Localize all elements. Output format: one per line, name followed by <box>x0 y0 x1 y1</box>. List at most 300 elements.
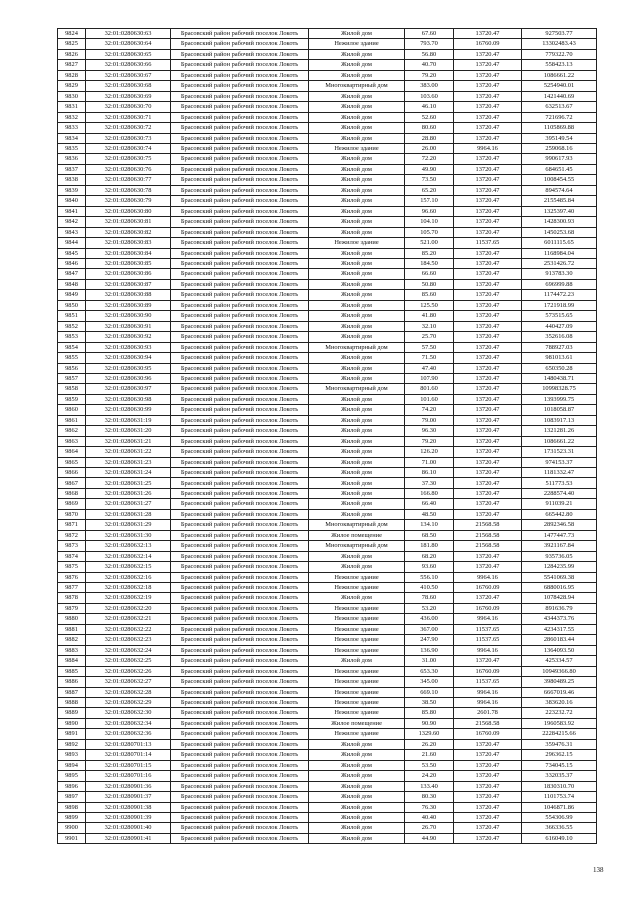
row-number-cell: 9838 <box>58 175 86 185</box>
object-type-cell: Нежилое здание <box>309 624 405 634</box>
area-cell: 669.10 <box>405 687 454 697</box>
cadastral-number-cell: 32:01:0280630:78 <box>86 185 171 195</box>
address-cell: Брасовский район рабочий поселок Локоть <box>171 468 309 478</box>
address-cell: Брасовский район рабочий поселок Локоть <box>171 499 309 509</box>
object-type-cell: Нежилое здание <box>309 39 405 49</box>
area-cell: 40.40 <box>405 812 454 822</box>
cadastral-number-cell: 32:01:0280630:75 <box>86 154 171 164</box>
object-type-cell: Многоквартирный дом <box>309 342 405 352</box>
area-cell: 184.50 <box>405 258 454 268</box>
area-cell: 345.00 <box>405 677 454 687</box>
address-cell: Брасовский район рабочий поселок Локоть <box>171 729 309 739</box>
cadastral-number-cell: 32:01:0280901:36 <box>86 781 171 791</box>
address-cell: Брасовский район рабочий поселок Локоть <box>171 217 309 227</box>
row-number-cell: 9844 <box>58 238 86 248</box>
unit-price-cell: 21568.58 <box>454 541 522 551</box>
cadastral-number-cell: 32:01:0280632:25 <box>86 656 171 666</box>
table-row <box>58 238 597 248</box>
object-type-cell: Жилой дом <box>309 175 405 185</box>
cadastral-number-cell: 32:01:0280632:21 <box>86 614 171 624</box>
unit-price-cell: 13720.47 <box>454 792 522 802</box>
area-cell: 85.60 <box>405 290 454 300</box>
cadastral-value-cell: 1477447.73 <box>522 530 597 540</box>
cadastral-value-cell: 734045.15 <box>522 760 597 770</box>
cadastral-value-cell: 1046871.86 <box>522 802 597 812</box>
address-cell: Брасовский район рабочий поселок Локоть <box>171 520 309 530</box>
cadastral-number-cell: 32:01:0280632:29 <box>86 698 171 708</box>
unit-price-cell: 13720.47 <box>454 593 522 603</box>
unit-price-cell: 13720.47 <box>454 739 522 749</box>
unit-price-cell: 13720.47 <box>454 781 522 791</box>
table-row <box>58 415 597 425</box>
cadastral-number-cell: 32:01:0280631:21 <box>86 436 171 446</box>
cadastral-value-cell: 554306.99 <box>522 812 597 822</box>
row-number-cell: 9851 <box>58 311 86 321</box>
cadastral-value-cell: 22284215.66 <box>522 729 597 739</box>
object-type-cell: Нежилое здание <box>309 645 405 655</box>
table-row <box>58 509 597 519</box>
row-number-cell: 9835 <box>58 143 86 153</box>
object-type-cell: Жилой дом <box>309 457 405 467</box>
address-cell: Брасовский район рабочий поселок Локоть <box>171 509 309 519</box>
cadastral-number-cell: 32:01:0280630:95 <box>86 363 171 373</box>
address-cell: Брасовский район рабочий поселок Локоть <box>171 656 309 666</box>
address-cell: Брасовский район рабочий поселок Локоть <box>171 321 309 331</box>
cadastral-number-cell: 32:01:0280632:16 <box>86 572 171 582</box>
object-type-cell: Жилой дом <box>309 133 405 143</box>
row-number-cell: 9874 <box>58 551 86 561</box>
unit-price-cell: 13720.47 <box>454 823 522 833</box>
cadastral-number-cell: 32:01:0280630:96 <box>86 373 171 383</box>
area-cell: 78.60 <box>405 593 454 603</box>
unit-price-cell: 16760.09 <box>454 666 522 676</box>
address-cell: Брасовский район рабочий поселок Локоть <box>171 60 309 70</box>
cadastral-value-cell: 359476.31 <box>522 739 597 749</box>
unit-price-cell: 21568.58 <box>454 530 522 540</box>
cadastral-value-cell: 4344373.76 <box>522 614 597 624</box>
object-type-cell: Нежилое здание <box>309 635 405 645</box>
area-cell: 48.50 <box>405 509 454 519</box>
area-cell: 38.50 <box>405 698 454 708</box>
area-cell: 556.10 <box>405 572 454 582</box>
table-row <box>58 729 597 739</box>
object-type-cell: Жилой дом <box>309 112 405 122</box>
table-row <box>58 60 597 70</box>
unit-price-cell: 13720.47 <box>454 185 522 195</box>
row-number-cell: 9886 <box>58 677 86 687</box>
row-number-cell: 9858 <box>58 384 86 394</box>
address-cell: Брасовский район рабочий поселок Локоть <box>171 760 309 770</box>
cadastral-number-cell: 32:01:0280630:71 <box>86 112 171 122</box>
row-number-cell: 9860 <box>58 405 86 415</box>
row-number-cell: 9825 <box>58 39 86 49</box>
object-type-cell: Жилой дом <box>309 102 405 112</box>
cadastral-number-cell: 32:01:0280632:27 <box>86 677 171 687</box>
table-row <box>58 468 597 478</box>
object-type-cell: Жилой дом <box>309 739 405 749</box>
cadastral-value-cell: 511773.53 <box>522 478 597 488</box>
unit-price-cell: 13720.47 <box>454 258 522 268</box>
unit-price-cell: 13720.47 <box>454 164 522 174</box>
cadastral-value-cell: 1174472.23 <box>522 290 597 300</box>
cadastral-value-cell: 425334.57 <box>522 656 597 666</box>
table-row <box>58 614 597 624</box>
area-cell: 46.10 <box>405 102 454 112</box>
address-cell: Брасовский район рабочий поселок Локоть <box>171 771 309 781</box>
cadastral-number-cell: 32:01:0280631:25 <box>86 478 171 488</box>
object-type-cell: Жилой дом <box>309 154 405 164</box>
unit-price-cell: 13720.47 <box>454 802 522 812</box>
object-type-cell: Жилой дом <box>309 29 405 39</box>
cadastral-value-cell: 1731523.31 <box>522 447 597 457</box>
row-number-cell: 9859 <box>58 394 86 404</box>
row-number-cell: 9863 <box>58 436 86 446</box>
cadastral-number-cell: 32:01:0280632:28 <box>86 687 171 697</box>
row-number-cell: 9827 <box>58 60 86 70</box>
table-row <box>58 227 597 237</box>
cadastral-value-cell: 259068.16 <box>522 143 597 153</box>
unit-price-cell: 13720.47 <box>454 562 522 572</box>
unit-price-cell: 13720.47 <box>454 750 522 760</box>
address-cell: Брасовский район рабочий поселок Локоть <box>171 812 309 822</box>
area-cell: 126.20 <box>405 447 454 457</box>
object-type-cell: Жилое помещение <box>309 718 405 728</box>
cadastral-number-cell: 32:01:0280630:81 <box>86 217 171 227</box>
row-number-cell: 9889 <box>58 708 86 718</box>
table-row <box>58 217 597 227</box>
object-type-cell: Жилой дом <box>309 164 405 174</box>
cadastral-value-cell: 395149.54 <box>522 133 597 143</box>
table-row <box>58 760 597 770</box>
area-cell: 79.00 <box>405 415 454 425</box>
row-number-cell: 9878 <box>58 593 86 603</box>
object-type-cell: Многоквартирный дом <box>309 541 405 551</box>
area-cell: 101.60 <box>405 394 454 404</box>
table-row <box>58 269 597 279</box>
address-cell: Брасовский район рабочий поселок Локоть <box>171 342 309 352</box>
object-type-cell: Жилой дом <box>309 823 405 833</box>
object-type-cell: Жилой дом <box>309 332 405 342</box>
unit-price-cell: 13720.47 <box>454 394 522 404</box>
cadastral-number-cell: 32:01:0280631:24 <box>86 468 171 478</box>
address-cell: Брасовский район рабочий поселок Локоть <box>171 394 309 404</box>
cadastral-value-cell: 2860183.44 <box>522 635 597 645</box>
object-type-cell: Жилой дом <box>309 405 405 415</box>
row-number-cell: 9900 <box>58 823 86 833</box>
address-cell: Брасовский район рабочий поселок Локоть <box>171 185 309 195</box>
address-cell: Брасовский район рабочий поселок Локоть <box>171 750 309 760</box>
table-row <box>58 426 597 436</box>
cadastral-value-cell: 721696.72 <box>522 112 597 122</box>
cadastral-number-cell: 32:01:0280630:89 <box>86 300 171 310</box>
table-row <box>58 196 597 206</box>
row-number-cell: 9876 <box>58 572 86 582</box>
unit-price-cell: 13720.47 <box>454 269 522 279</box>
object-type-cell: Жилой дом <box>309 468 405 478</box>
object-type-cell: Жилой дом <box>309 478 405 488</box>
table-row <box>58 321 597 331</box>
table-row <box>58 258 597 268</box>
row-number-cell: 9899 <box>58 812 86 822</box>
cadastral-value-cell: 440427.09 <box>522 321 597 331</box>
row-number-cell: 9853 <box>58 332 86 342</box>
table-row <box>58 750 597 760</box>
table-row <box>58 593 597 603</box>
address-cell: Брасовский район рабочий поселок Локоть <box>171 300 309 310</box>
address-cell: Брасовский район рабочий поселок Локоть <box>171 447 309 457</box>
table-row <box>58 792 597 802</box>
unit-price-cell: 13720.47 <box>454 551 522 561</box>
object-type-cell: Нежилое здание <box>309 603 405 613</box>
area-cell: 96.30 <box>405 426 454 436</box>
table-row <box>58 143 597 153</box>
table-row <box>58 739 597 749</box>
area-cell: 32.10 <box>405 321 454 331</box>
cadastral-value-cell: 10998328.75 <box>522 384 597 394</box>
table-row <box>58 185 597 195</box>
table-row <box>58 394 597 404</box>
cadastral-value-cell: 1721918.99 <box>522 300 597 310</box>
address-cell: Брасовский район рабочий поселок Локоть <box>171 269 309 279</box>
cadastral-number-cell: 32:01:0280630:74 <box>86 143 171 153</box>
unit-price-cell: 11537.65 <box>454 677 522 687</box>
object-type-cell: Жилой дом <box>309 499 405 509</box>
cadastral-value-cell: 696999.88 <box>522 279 597 289</box>
object-type-cell: Нежилое здание <box>309 666 405 676</box>
cadastral-number-cell: 32:01:0280632:30 <box>86 708 171 718</box>
object-type-cell: Жилой дом <box>309 353 405 363</box>
cadastral-value-cell: 296362.15 <box>522 750 597 760</box>
cadastral-value-cell: 1086661.22 <box>522 436 597 446</box>
area-cell: 104.10 <box>405 217 454 227</box>
area-cell: 28.80 <box>405 133 454 143</box>
unit-price-cell: 13720.47 <box>454 363 522 373</box>
cadastral-value-cell: 1168984.04 <box>522 248 597 258</box>
area-cell: 67.60 <box>405 29 454 39</box>
cadastral-value-cell: 981013.61 <box>522 353 597 363</box>
area-cell: 26.70 <box>405 823 454 833</box>
table-row <box>58 572 597 582</box>
area-cell: 72.20 <box>405 154 454 164</box>
cadastral-value-cell: 1078428.94 <box>522 593 597 603</box>
cadastral-number-cell: 32:01:0280630:91 <box>86 321 171 331</box>
table-row <box>58 645 597 655</box>
table-row <box>58 478 597 488</box>
unit-price-cell: 13720.47 <box>454 300 522 310</box>
table-row <box>58 698 597 708</box>
cadastral-value-table <box>57 28 597 844</box>
row-number-cell: 9898 <box>58 802 86 812</box>
address-cell: Брасовский район рабочий поселок Локоть <box>171 112 309 122</box>
row-number-cell: 9888 <box>58 698 86 708</box>
row-number-cell: 9842 <box>58 217 86 227</box>
area-cell: 86.10 <box>405 468 454 478</box>
table-row <box>58 488 597 498</box>
area-cell: 26.20 <box>405 739 454 749</box>
object-type-cell: Нежилое здание <box>309 677 405 687</box>
address-cell: Брасовский район рабочий поселок Локоть <box>171 457 309 467</box>
cadastral-number-cell: 32:01:0280632:13 <box>86 541 171 551</box>
row-number-cell: 9854 <box>58 342 86 352</box>
cadastral-number-cell: 32:01:0280901:39 <box>86 812 171 822</box>
table-row <box>58 81 597 91</box>
cadastral-number-cell: 32:01:0280631:26 <box>86 488 171 498</box>
area-cell: 410.50 <box>405 583 454 593</box>
area-cell: 68.50 <box>405 530 454 540</box>
area-cell: 44.90 <box>405 833 454 843</box>
area-cell: 80.60 <box>405 123 454 133</box>
cadastral-number-cell: 32:01:0280632:19 <box>86 593 171 603</box>
cadastral-value-cell: 1181332.47 <box>522 468 597 478</box>
table-row <box>58 164 597 174</box>
row-number-cell: 9897 <box>58 792 86 802</box>
cadastral-number-cell: 32:01:0280632:36 <box>86 729 171 739</box>
address-cell: Брасовский район рабочий поселок Локоть <box>171 802 309 812</box>
object-type-cell: Нежилое здание <box>309 238 405 248</box>
area-cell: 68.20 <box>405 551 454 561</box>
object-type-cell: Жилой дом <box>309 656 405 666</box>
cadastral-value-cell: 684651.45 <box>522 164 597 174</box>
table-row <box>58 530 597 540</box>
cadastral-number-cell: 32:01:0280630:76 <box>86 164 171 174</box>
unit-price-cell: 9964.16 <box>454 645 522 655</box>
cadastral-number-cell: 32:01:0280630:82 <box>86 227 171 237</box>
unit-price-cell: 13720.47 <box>454 175 522 185</box>
area-cell: 40.70 <box>405 60 454 70</box>
cadastral-number-cell: 32:01:0280632:18 <box>86 583 171 593</box>
cadastral-value-cell: 223232.72 <box>522 708 597 718</box>
address-cell: Брасовский район рабочий поселок Локоть <box>171 206 309 216</box>
cadastral-number-cell: 32:01:0280630:93 <box>86 342 171 352</box>
cadastral-value-cell: 1960583.92 <box>522 718 597 728</box>
object-type-cell: Жилой дом <box>309 269 405 279</box>
cadastral-number-cell: 32:01:0280701:16 <box>86 771 171 781</box>
table-row <box>58 436 597 446</box>
row-number-cell: 9832 <box>58 112 86 122</box>
object-type-cell: Жилой дом <box>309 509 405 519</box>
area-cell: 74.20 <box>405 405 454 415</box>
row-number-cell: 9855 <box>58 353 86 363</box>
cadastral-number-cell: 32:01:0280630:83 <box>86 238 171 248</box>
cadastral-value-cell: 5254940.01 <box>522 81 597 91</box>
area-cell: 52.60 <box>405 112 454 122</box>
cadastral-number-cell: 32:01:0280632:14 <box>86 551 171 561</box>
area-cell: 166.80 <box>405 488 454 498</box>
address-cell: Брасовский район рабочий поселок Локоть <box>171 426 309 436</box>
object-type-cell: Жилой дом <box>309 394 405 404</box>
cadastral-number-cell: 32:01:0280630:92 <box>86 332 171 342</box>
unit-price-cell: 13720.47 <box>454 509 522 519</box>
cadastral-number-cell: 32:01:0280631:20 <box>86 426 171 436</box>
table-row <box>58 49 597 59</box>
unit-price-cell: 21568.58 <box>454 718 522 728</box>
cadastral-value-cell: 1450253.68 <box>522 227 597 237</box>
area-cell: 50.80 <box>405 279 454 289</box>
object-type-cell: Жилой дом <box>309 771 405 781</box>
unit-price-cell: 13720.47 <box>454 436 522 446</box>
object-type-cell: Жилой дом <box>309 227 405 237</box>
area-cell: 133.40 <box>405 781 454 791</box>
table-row <box>58 311 597 321</box>
area-cell: 47.40 <box>405 363 454 373</box>
table-row <box>58 133 597 143</box>
area-cell: 521.00 <box>405 238 454 248</box>
area-cell: 79.20 <box>405 70 454 80</box>
address-cell: Брасовский район рабочий поселок Локоть <box>171 49 309 59</box>
cadastral-value-cell: 3921167.84 <box>522 541 597 551</box>
object-type-cell: Жилой дом <box>309 426 405 436</box>
cadastral-value-cell: 1421440.69 <box>522 91 597 101</box>
address-cell: Брасовский район рабочий поселок Локоть <box>171 593 309 603</box>
object-type-cell: Нежилое здание <box>309 729 405 739</box>
unit-price-cell: 13720.47 <box>454 415 522 425</box>
cadastral-value-cell: 10949366.80 <box>522 666 597 676</box>
table-row <box>58 102 597 112</box>
row-number-cell: 9893 <box>58 750 86 760</box>
area-cell: 801.60 <box>405 384 454 394</box>
cadastral-number-cell: 32:01:0280630:90 <box>86 311 171 321</box>
object-type-cell: Многоквартирный дом <box>309 520 405 530</box>
object-type-cell: Жилой дом <box>309 373 405 383</box>
cadastral-number-cell: 32:01:0280630:73 <box>86 133 171 143</box>
table-row <box>58 708 597 718</box>
table-row <box>58 677 597 687</box>
area-cell: 21.60 <box>405 750 454 760</box>
cadastral-number-cell: 32:01:0280631:30 <box>86 530 171 540</box>
cadastral-value-cell: 894574.64 <box>522 185 597 195</box>
object-type-cell: Жилой дом <box>309 279 405 289</box>
area-cell: 96.60 <box>405 206 454 216</box>
row-number-cell: 9847 <box>58 269 86 279</box>
unit-price-cell: 13720.47 <box>454 91 522 101</box>
table-row <box>58 447 597 457</box>
cadastral-number-cell: 32:01:0280632:20 <box>86 603 171 613</box>
cadastral-value-cell: 1428300.93 <box>522 217 597 227</box>
cadastral-value-cell: 990617.93 <box>522 154 597 164</box>
table-row <box>58 802 597 812</box>
table-body <box>58 29 597 844</box>
object-type-cell: Жилой дом <box>309 593 405 603</box>
unit-price-cell: 13720.47 <box>454 70 522 80</box>
unit-price-cell: 16760.09 <box>454 39 522 49</box>
row-number-cell: 9837 <box>58 164 86 174</box>
area-cell: 85.80 <box>405 708 454 718</box>
object-type-cell: Нежилое здание <box>309 687 405 697</box>
cadastral-number-cell: 32:01:0280630:79 <box>86 196 171 206</box>
unit-price-cell: 9964.16 <box>454 614 522 624</box>
table-row <box>58 499 597 509</box>
object-type-cell: Жилой дом <box>309 363 405 373</box>
cadastral-value-cell: 1480438.71 <box>522 373 597 383</box>
table-row <box>58 353 597 363</box>
unit-price-cell: 13720.47 <box>454 447 522 457</box>
cadastral-number-cell: 32:01:0280630:99 <box>86 405 171 415</box>
address-cell: Брасовский район рабочий поселок Локоть <box>171 488 309 498</box>
table-row <box>58 823 597 833</box>
area-cell: 383.00 <box>405 81 454 91</box>
area-cell: 134.10 <box>405 520 454 530</box>
address-cell: Брасовский район рабочий поселок Локоть <box>171 530 309 540</box>
unit-price-cell: 13720.47 <box>454 102 522 112</box>
cadastral-number-cell: 32:01:0280631:23 <box>86 457 171 467</box>
address-cell: Брасовский район рабочий поселок Локоть <box>171 698 309 708</box>
unit-price-cell: 11537.65 <box>454 238 522 248</box>
address-cell: Брасовский район рабочий поселок Локоть <box>171 373 309 383</box>
address-cell: Брасовский район рабочий поселок Локоть <box>171 635 309 645</box>
table-row <box>58 583 597 593</box>
cadastral-value-cell: 911039.21 <box>522 499 597 509</box>
cadastral-value-cell: 352616.08 <box>522 332 597 342</box>
